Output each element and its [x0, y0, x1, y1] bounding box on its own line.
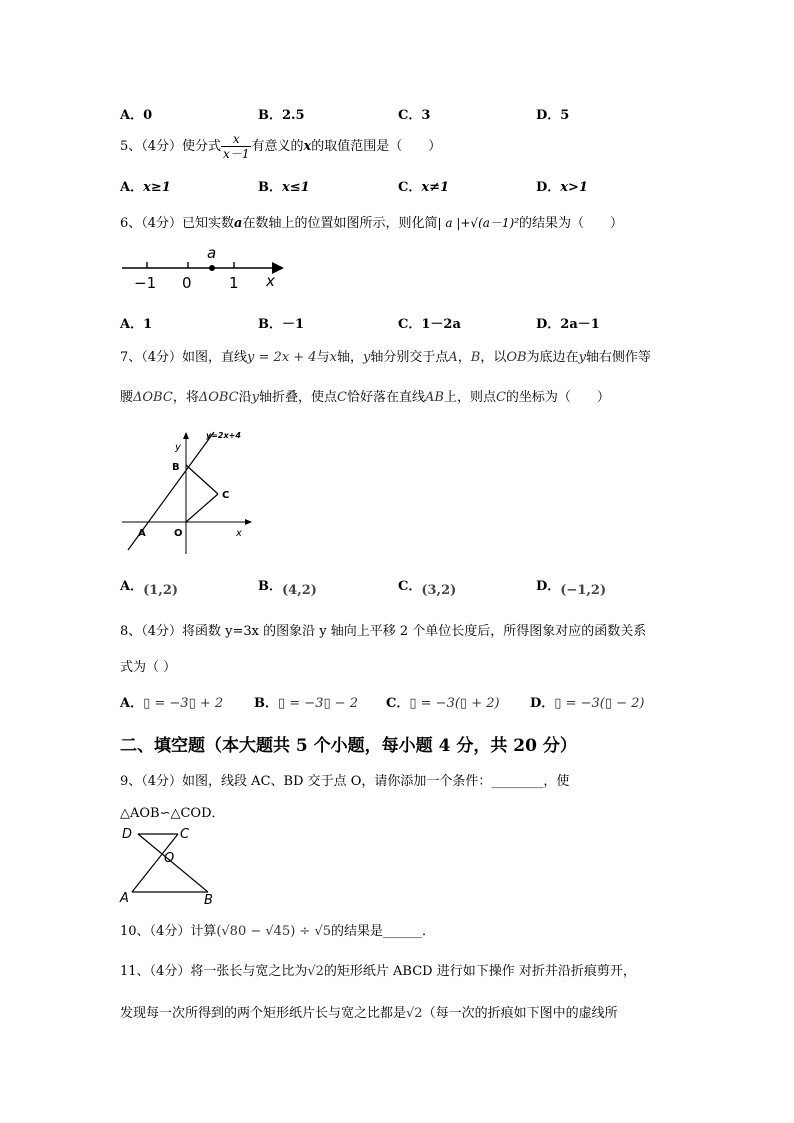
q6-expression: | a |+√(a－1)² — [437, 216, 520, 230]
section-heading: 二、填空题（本大题共 5 个小题，每小题 4 分，共 20 分） — [120, 736, 577, 756]
figure-label-a: A — [120, 891, 129, 906]
q9-stem-line1: 9、（4分）如图，线段 AC、BD 交于点 O，请你添加一个条件：________，使 — [120, 774, 570, 789]
figure-label-c: C — [222, 490, 230, 501]
q5-option-d: D．x>1 — [536, 180, 588, 195]
figure-label-c: C — [180, 827, 190, 842]
axis-label-x: x — [266, 272, 275, 290]
q4-option-d: D．5 — [536, 108, 570, 123]
q7-option-c: C．(3,2) — [398, 579, 457, 598]
q5-option-b: B．x≤1 — [258, 180, 310, 195]
figure-label-x: x — [236, 528, 242, 539]
figure-label-o: O — [174, 528, 183, 539]
q8-option-a: A．▯ = −3▯ + 2 — [120, 696, 224, 711]
q8-option-d: D．▯ = −3(▯ − 2) — [530, 696, 645, 711]
q5-option-c: C．x≠1 — [398, 180, 450, 195]
point-a — [209, 265, 215, 271]
q5-stem: 5、（4分）使分式 $\frac{x}{x-1}$ 有意义的x的取值范围是（ ） — [120, 132, 442, 161]
tick-label: 1 — [229, 274, 239, 292]
q7-stem-line1: 7、（4分）如图，直线y = 2x + 4与x轴，y轴分别交于点A，B，以OB为底边在y轴右侧作等 — [120, 350, 651, 365]
q5-option-a: A．x≥1 — [120, 180, 171, 195]
q6-option-b: B．－1 — [258, 317, 305, 332]
q6-stem: 6、（4分）已知实数a在数轴上的位置如图所示，则化简| a |+√(a－1)²的结果为（ ） — [120, 216, 624, 231]
q11-stem-line1: 11、（4分）将一张长与宽之比为√2的矩形纸片 ABCD 进行如下操作 对折并沿折痕剪开， — [120, 964, 636, 979]
figure-label-y: y — [175, 442, 181, 453]
q10-expression: (√80 − √45) ÷ √5 — [216, 924, 331, 939]
q5-fraction: $\frac{x}{x-1}$ — [223, 132, 250, 161]
figure-label-b: B — [172, 462, 180, 473]
q8-option-b: B．▯ = −3▯ − 2 — [254, 696, 359, 711]
figure-label-o: O — [164, 851, 175, 866]
q4-option-a: A．0 — [120, 108, 153, 123]
figure-label-d: D — [122, 827, 133, 842]
q10-stem: 10、（4分）计算(√80 − √45) ÷ √5的结果是______． — [120, 924, 436, 939]
q9-stem-line2: △AOB∽△COD． — [120, 806, 225, 821]
q7-option-a: A．(1,2) — [120, 579, 179, 598]
q7-option-b: B．(4,2) — [258, 579, 317, 598]
q6-number-line — [118, 244, 290, 292]
q8-stem-line2: 式为（ ） — [120, 660, 177, 675]
q6-option-c: C．1－2a — [398, 317, 461, 332]
figure-line-equation: y=2x+4 — [206, 431, 241, 440]
q8-option-c: C．▯ = −3(▯ + 2) — [386, 696, 500, 711]
tick-label: −1 — [134, 274, 157, 292]
q4-option-b: B．2.5 — [258, 108, 305, 123]
q11-stem-line2: 发现每一次所得到的两个矩形纸片长与宽之比都是√2（每一次的折痕如下图中的虚线所 — [120, 1006, 618, 1021]
q7-figure — [118, 428, 258, 556]
q4-option-c: C．3 — [398, 108, 431, 123]
figure-label-b: B — [204, 893, 213, 906]
q6-option-d: D．2a－1 — [536, 317, 600, 332]
q7-option-d: D．(−1,2) — [536, 579, 607, 598]
q7-stem-line2: 腰ΔOBC，将ΔOBC沿y轴折叠，使点C恰好落在直线AB上，则点C的坐标为（ ） — [120, 390, 610, 405]
figure-label-a: A — [138, 528, 146, 539]
q6-option-a: A．1 — [120, 317, 153, 332]
q9-figure — [118, 824, 228, 906]
tick-label: 0 — [182, 274, 192, 292]
q8-stem-line1: 8、（4分）将函数 y=3x 的图象沿 y 轴向上平移 2 个单位长度后，所得图象对应的函数关系 — [120, 624, 647, 639]
label-a: a — [207, 244, 217, 262]
